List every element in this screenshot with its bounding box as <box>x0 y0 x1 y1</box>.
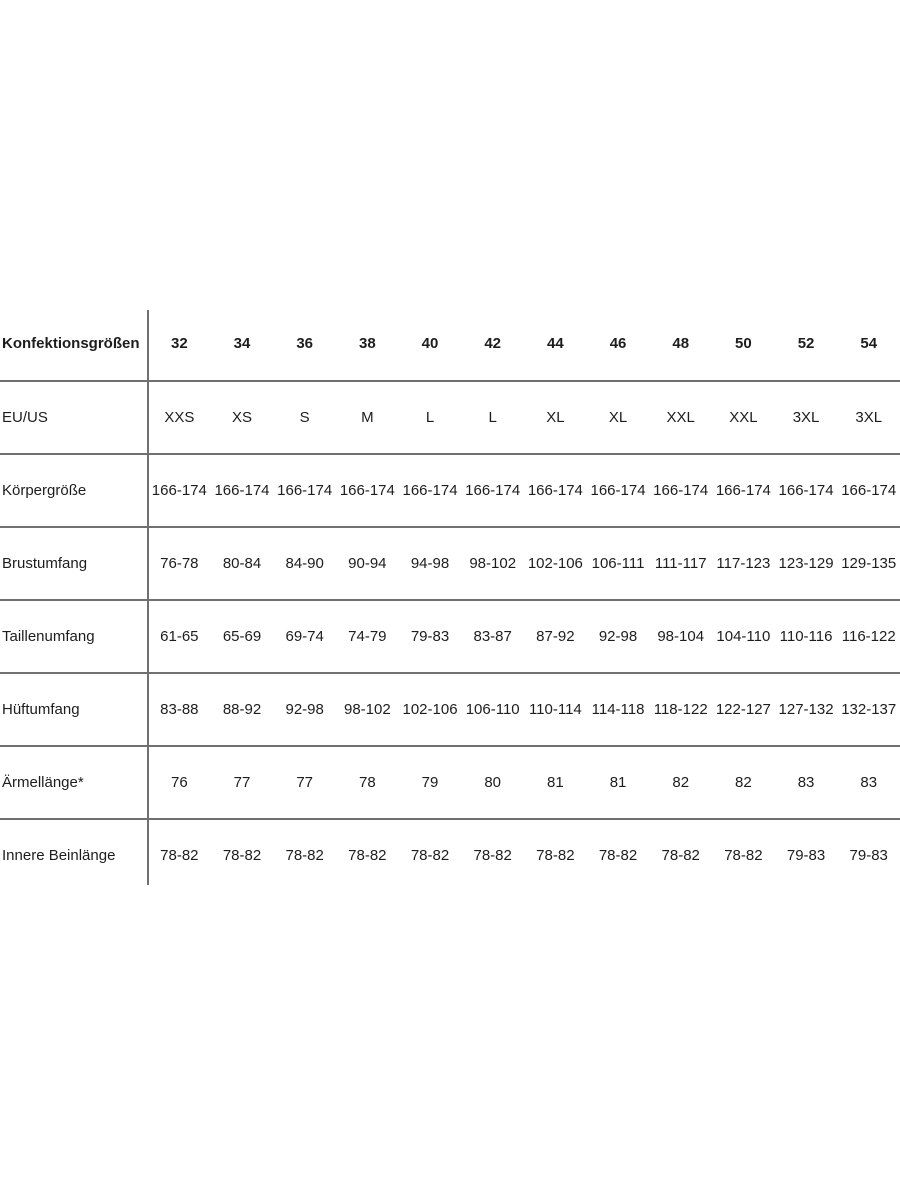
row-label: Körpergröße <box>2 482 87 499</box>
table-row <box>0 380 900 453</box>
size-header-cell: 34 <box>233 335 251 352</box>
table-cell: 79-83 <box>410 628 450 645</box>
table-cell: 78-82 <box>661 847 700 864</box>
table-cell: 77 <box>233 774 251 791</box>
table-cell: 166-174 <box>465 482 521 499</box>
size-header-cell: 36 <box>296 335 314 352</box>
size-header-cell: 54 <box>860 335 878 352</box>
table-cell: 80-84 <box>222 555 262 572</box>
table-cell: 83 <box>860 774 878 791</box>
table-cell: 106-110 <box>465 701 520 718</box>
table-cell: 166-174 <box>653 482 709 499</box>
table-cell: 88-92 <box>222 701 262 718</box>
table-cell: 81 <box>547 774 564 791</box>
row-label: Innere Beinlänge <box>2 847 116 864</box>
column-divider-line <box>147 310 149 885</box>
table-cell: 123-129 <box>778 555 834 572</box>
size-header-cell: 38 <box>359 335 376 352</box>
row-label: Konfektionsgrößen <box>2 335 140 352</box>
table-cell: 110-116 <box>779 628 833 645</box>
table-cell: 82 <box>735 774 752 791</box>
table-cell: 166-174 <box>590 482 646 499</box>
table-cell: 79-83 <box>786 847 826 864</box>
table-row <box>0 526 900 599</box>
table-cell: 78-82 <box>160 847 199 864</box>
table-cell: 118-122 <box>653 701 708 718</box>
table-cell: 132-137 <box>841 701 897 718</box>
table-cell: 111-117 <box>654 555 707 572</box>
table-cell: 166-174 <box>841 482 897 499</box>
table-cell: 94-98 <box>410 555 450 572</box>
table-cell: 78-82 <box>285 847 324 864</box>
table-cell: 166-174 <box>402 482 458 499</box>
table-cell: 76-78 <box>160 555 199 572</box>
table-cell: 79-83 <box>849 847 888 864</box>
table-cell: 106-111 <box>591 555 645 572</box>
table-cell: XS <box>232 409 253 426</box>
table-cell: 92-98 <box>598 628 638 645</box>
table-cell: 82 <box>672 774 690 791</box>
table-cell: XXL <box>729 409 758 426</box>
row-label: Brustumfang <box>2 555 88 572</box>
table-cell: 166-174 <box>527 482 583 499</box>
table-cell: 81 <box>609 774 627 791</box>
size-header-cell: 44 <box>547 335 564 352</box>
table-cell: 98-102 <box>343 701 391 718</box>
size-header-cell: 42 <box>484 335 502 352</box>
table-row <box>0 745 900 818</box>
table-cell: XL <box>608 409 628 426</box>
table-cell: 116-122 <box>841 628 896 645</box>
size-header-cell: 40 <box>421 335 439 352</box>
table-cell: 117-123 <box>716 555 771 572</box>
table-cell: 84-90 <box>285 555 324 572</box>
table-cell: 78-82 <box>410 847 450 864</box>
table-row <box>0 818 900 891</box>
row-label: Ärmellänge* <box>2 774 84 791</box>
row-label: Taillenumfang <box>2 628 95 645</box>
table-cell: 78-82 <box>598 847 638 864</box>
table-cell: 166-174 <box>214 482 270 499</box>
table-cell: 102-106 <box>527 555 583 572</box>
table-row <box>0 453 900 526</box>
table-row <box>0 672 900 745</box>
size-header-cell: 52 <box>797 335 815 352</box>
size-chart-table <box>0 307 900 891</box>
row-label: EU/US <box>2 409 48 426</box>
table-cell: 77 <box>296 774 314 791</box>
table-cell: 65-69 <box>222 628 262 645</box>
table-cell: 129-135 <box>841 555 897 572</box>
table-cell: 78-82 <box>222 847 262 864</box>
table-cell: 110-114 <box>528 701 582 718</box>
table-cell: XL <box>546 409 565 426</box>
table-cell: 98-104 <box>657 628 705 645</box>
table-cell: 69-74 <box>285 628 324 645</box>
table-cell: 83-87 <box>473 628 512 645</box>
table-cell: L <box>488 409 497 426</box>
table-cell: L <box>425 409 435 426</box>
table-cell: 78 <box>359 774 376 791</box>
table-cell: 127-132 <box>778 701 834 718</box>
table-row <box>0 599 900 672</box>
size-header-cell: 46 <box>609 335 627 352</box>
table-cell: 78-82 <box>348 847 387 864</box>
row-label: Hüftumfang <box>2 701 80 718</box>
table-cell: 78-82 <box>473 847 512 864</box>
table-cell: 61-65 <box>160 628 199 645</box>
table-cell: 92-98 <box>285 701 324 718</box>
table-cell: 102-106 <box>402 701 458 718</box>
table-cell: M <box>361 409 374 426</box>
table-cell: 90-94 <box>348 555 387 572</box>
table-cell: 78-82 <box>724 847 763 864</box>
table-cell: 166-174 <box>151 482 207 499</box>
table-cell: 166-174 <box>715 482 771 499</box>
table-cell: 98-102 <box>469 555 517 572</box>
table-cell: 114-118 <box>591 701 645 718</box>
table-cell: XXS <box>164 409 195 426</box>
table-row <box>0 307 900 380</box>
table-cell: 104-110 <box>716 628 771 645</box>
table-cell: 76 <box>170 774 188 791</box>
table-cell: 79 <box>421 774 439 791</box>
size-header-cell: 48 <box>672 335 690 352</box>
table-cell: 166-174 <box>339 482 395 499</box>
table-cell: 122-127 <box>715 701 771 718</box>
table-cell: 166-174 <box>277 482 333 499</box>
table-cell: 3XL <box>855 409 883 426</box>
table-cell: 78-82 <box>536 847 575 864</box>
table-cell: 83-88 <box>160 701 199 718</box>
table-cell: 3XL <box>792 409 820 426</box>
size-header-cell: 50 <box>735 335 752 352</box>
table-cell: 83 <box>797 774 815 791</box>
table-cell: 80 <box>484 774 502 791</box>
table-cell: XXL <box>666 409 695 426</box>
table-cell: 87-92 <box>536 628 575 645</box>
size-header-cell: 32 <box>170 335 188 352</box>
table-cell: 74-79 <box>348 628 387 645</box>
table-cell: S <box>299 409 310 426</box>
table-cell: 166-174 <box>778 482 834 499</box>
